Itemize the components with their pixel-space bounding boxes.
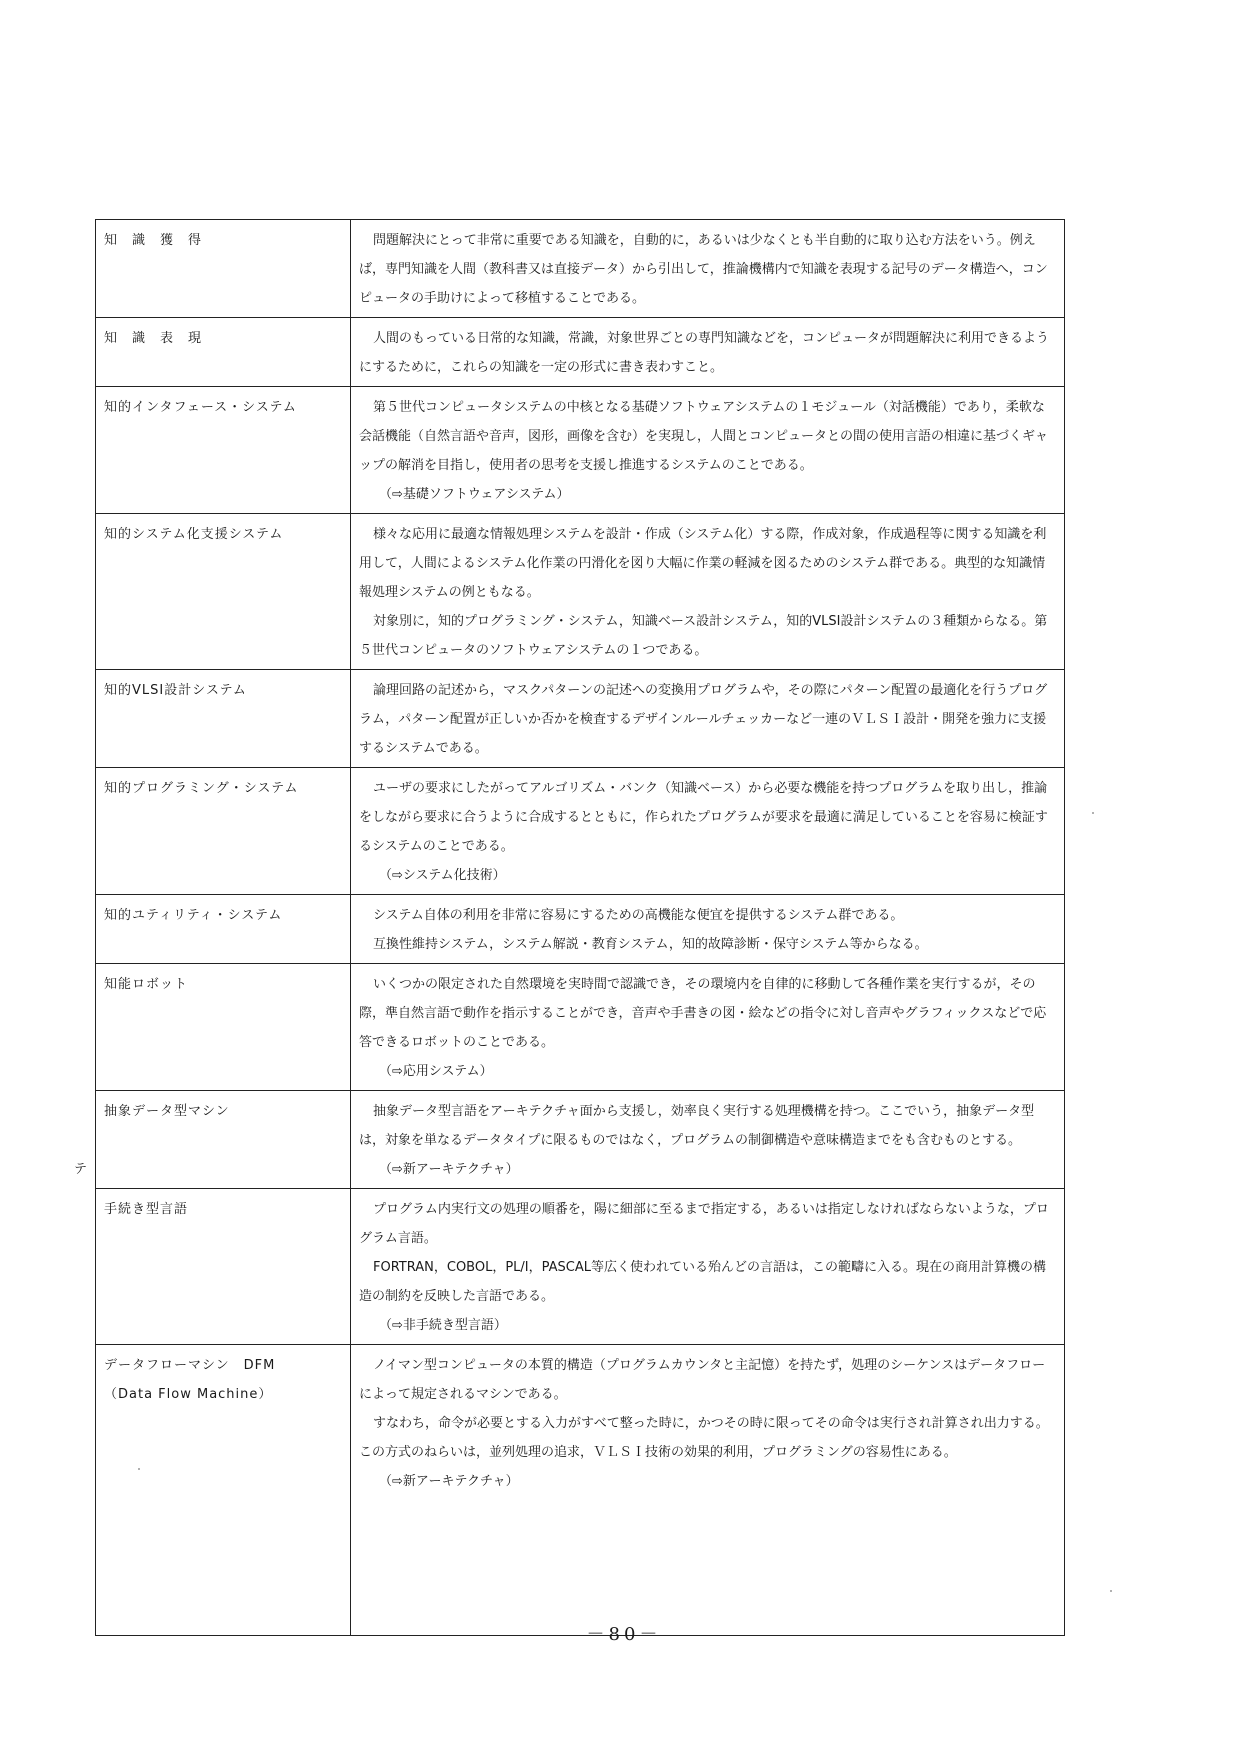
definition-cell [351, 670, 1065, 768]
term-text: 知的ユティリティ・システム [104, 908, 283, 923]
term-cell [96, 220, 351, 318]
scan-speck [1110, 1590, 1112, 1592]
glossary-row [96, 220, 1065, 318]
term-text: 知的プログラミング・システム [104, 781, 299, 796]
term-text: データフローマシン DFM [104, 1358, 276, 1373]
term-cell [96, 895, 351, 964]
definition-paragraph: 対象別に，知的プログラミング・システム，知識ベース設計システム，知的VLSI設計システムの３種類からなる。第５世代コンピュータのソフトウェアシステムの１つである。 [359, 614, 1048, 658]
term-text: 知的インタフェース・システム [104, 400, 297, 415]
definition-cell [351, 514, 1065, 670]
glossary-row [96, 895, 1065, 964]
term-text: 抽象データ型マシン [104, 1104, 230, 1119]
definition-paragraph: ユーザの要求にしたがってアルゴリズム・バンク（知識ベース）から必要な機能を持つプログラムを取り出し，推論をしながら要求に合うように合成するとともに，作られたプログラムが要求を最適に満足していることを容易に検証するシステムのことである。 [359, 781, 1048, 854]
term-cell [96, 670, 351, 768]
term-text: （Data Flow Machine） [104, 1387, 273, 1402]
cross-reference: （⇨新アーキテクチャ） [379, 1474, 519, 1489]
glossary-row [96, 1345, 1065, 1636]
definition-paragraph: 様々な応用に最適な情報処理システムを設計・作成（システム化）する際，作成対象，作成過程等に関する知識を利用して，人間によるシステム化作業の円滑化を図り大幅に作業の軽減を図るためのシステム群である。典型的な知識情報処理システムの例ともなる。 [359, 527, 1047, 600]
definition-paragraph: 問題解決にとって非常に重要である知識を，自動的に，あるいは少なくとも半自動的に取り込む方法をいう。例えば，専門知識を人間（教科書又は直接データ）から引出して，推論機構内で知識を表現する記号のデータ構造へ，コンピュータの手助けによって移植することである。 [359, 233, 1048, 306]
term-text: 知的VLSI設計システム [104, 683, 247, 698]
definition-paragraph: いくつかの限定された自然環境を実時間で認識でき，その環境内を自律的に移動して各種作業を実行するが，その際，準自然言語で動作を指示することができ，音声や手書きの図・絵などの指令に対し音声やグラフィックスなどで応答できるロボットのことである。 [359, 977, 1047, 1050]
definition-paragraph: プログラム内実行文の処理の順番を，陽に細部に至るまで指定する，あるいは指定しなければならないような，プログラム言語。 [359, 1202, 1049, 1246]
term-text: 知的システム化支援システム [104, 527, 284, 542]
definition-cell [351, 1345, 1065, 1636]
definition-cell [351, 1091, 1065, 1189]
definition-cell [351, 964, 1065, 1091]
glossary-row [96, 1091, 1065, 1189]
definition-paragraph: 論理回路の記述から，マスクパターンの記述への変換用プログラムや，その際にパターン配置の最適化を行うプログラム，パターン配置が正しいか否かを検査するデザインルールチェッカーなど一連のＶＬＳＩ設計・開発を強力に支援するシステムである。 [359, 683, 1048, 756]
definition-cell [351, 1189, 1065, 1345]
term-cell [96, 768, 351, 895]
cross-reference: （⇨基礎ソフトウェアシステム） [379, 487, 570, 502]
term-cell [96, 318, 351, 387]
scan-speck [138, 1468, 140, 1470]
glossary-row [96, 514, 1065, 670]
definition-paragraph: 抽象データ型言語をアーキテクチャ面から支援し，効率良く実行する処理機構を持つ。ここでいう，抽象データ型は，対象を単なるデータタイプに限るものではなく，プログラムの制御構造や意味構造までをも含むものとする。 [359, 1104, 1035, 1148]
definition-cell [351, 387, 1065, 514]
definition-paragraph: 人間のもっている日常的な知識，常識，対象世界ごとの専門知識などを，コンピュータが問題解決に利用できるようにするために，これらの知識を一定の形式に書き表わすこと。 [359, 331, 1050, 375]
glossary-row [96, 670, 1065, 768]
term-text: 知 識 獲 得 [104, 233, 203, 248]
cross-reference: （⇨システム化技術） [379, 868, 506, 883]
glossary-row [96, 318, 1065, 387]
definition-cell [351, 768, 1065, 895]
term-cell [96, 387, 351, 514]
term-cell [96, 1189, 351, 1345]
definition-cell [351, 220, 1065, 318]
scan-speck [1092, 812, 1094, 814]
glossary-row [96, 768, 1065, 895]
cross-reference: （⇨応用システム） [379, 1064, 493, 1079]
definition-paragraph: すなわち，命令が必要とする入力がすべて整った時に，かつその時に限ってその命令は実行され計算され出力する。この方式のねらいは，並列処理の追求，ＶＬＳＩ技術の効果的利用，プログラミングの容易性にある。 [359, 1416, 1049, 1460]
term-text: 知 識 表 現 [104, 331, 203, 346]
page-number: －80－ [586, 1624, 662, 1645]
definition-paragraph: 第５世代コンピュータシステムの中核となる基礎ソフトウェアシステムの１モジュール（対話機能）であり，柔軟な会話機能（自然言語や音声，図形，画像を含む）を実現し，人間とコンピュータとの間の使用言語の相違に基づくギャップの解消を目指し，使用者の思考を支援し推進するシステムのことである。 [359, 400, 1049, 473]
definition-paragraph: ノイマン型コンピュータの本質的構造（プログラムカウンタと主記憶）を持たず，処理のシーケンスはデータフローによって規定されるマシンである。 [359, 1358, 1046, 1402]
glossary-body [96, 220, 1065, 1636]
definition-cell [351, 895, 1065, 964]
definition-paragraph: 互換性維持システム，システム解説・教育システム，知的故障診断・保守システム等からなる。 [373, 937, 928, 952]
cross-reference: （⇨非手続き型言語） [379, 1318, 507, 1333]
term-text: 手続き型言語 [104, 1202, 189, 1217]
definition-paragraph: システム自体の利用を非常に容易にするための高機能な便宜を提供するシステム群である。 [373, 908, 904, 923]
glossary-row [96, 964, 1065, 1091]
term-text: 知能ロボット [104, 977, 189, 992]
margin-index-kana: テ [74, 1162, 88, 1177]
definition-cell [351, 318, 1065, 387]
glossary-row [96, 1189, 1065, 1345]
glossary-table [95, 219, 1065, 1636]
term-cell [96, 514, 351, 670]
term-cell [96, 1091, 351, 1189]
glossary-row [96, 387, 1065, 514]
term-cell [96, 964, 351, 1091]
definition-paragraph: FORTRAN，COBOL，PL/I，PASCAL等広く使われている殆んどの言語は，この範疇に入る。現在の商用計算機の構造の制約を反映した言語である。 [359, 1260, 1046, 1304]
term-cell [96, 1345, 351, 1636]
cross-reference: （⇨新アーキテクチャ） [379, 1162, 519, 1177]
